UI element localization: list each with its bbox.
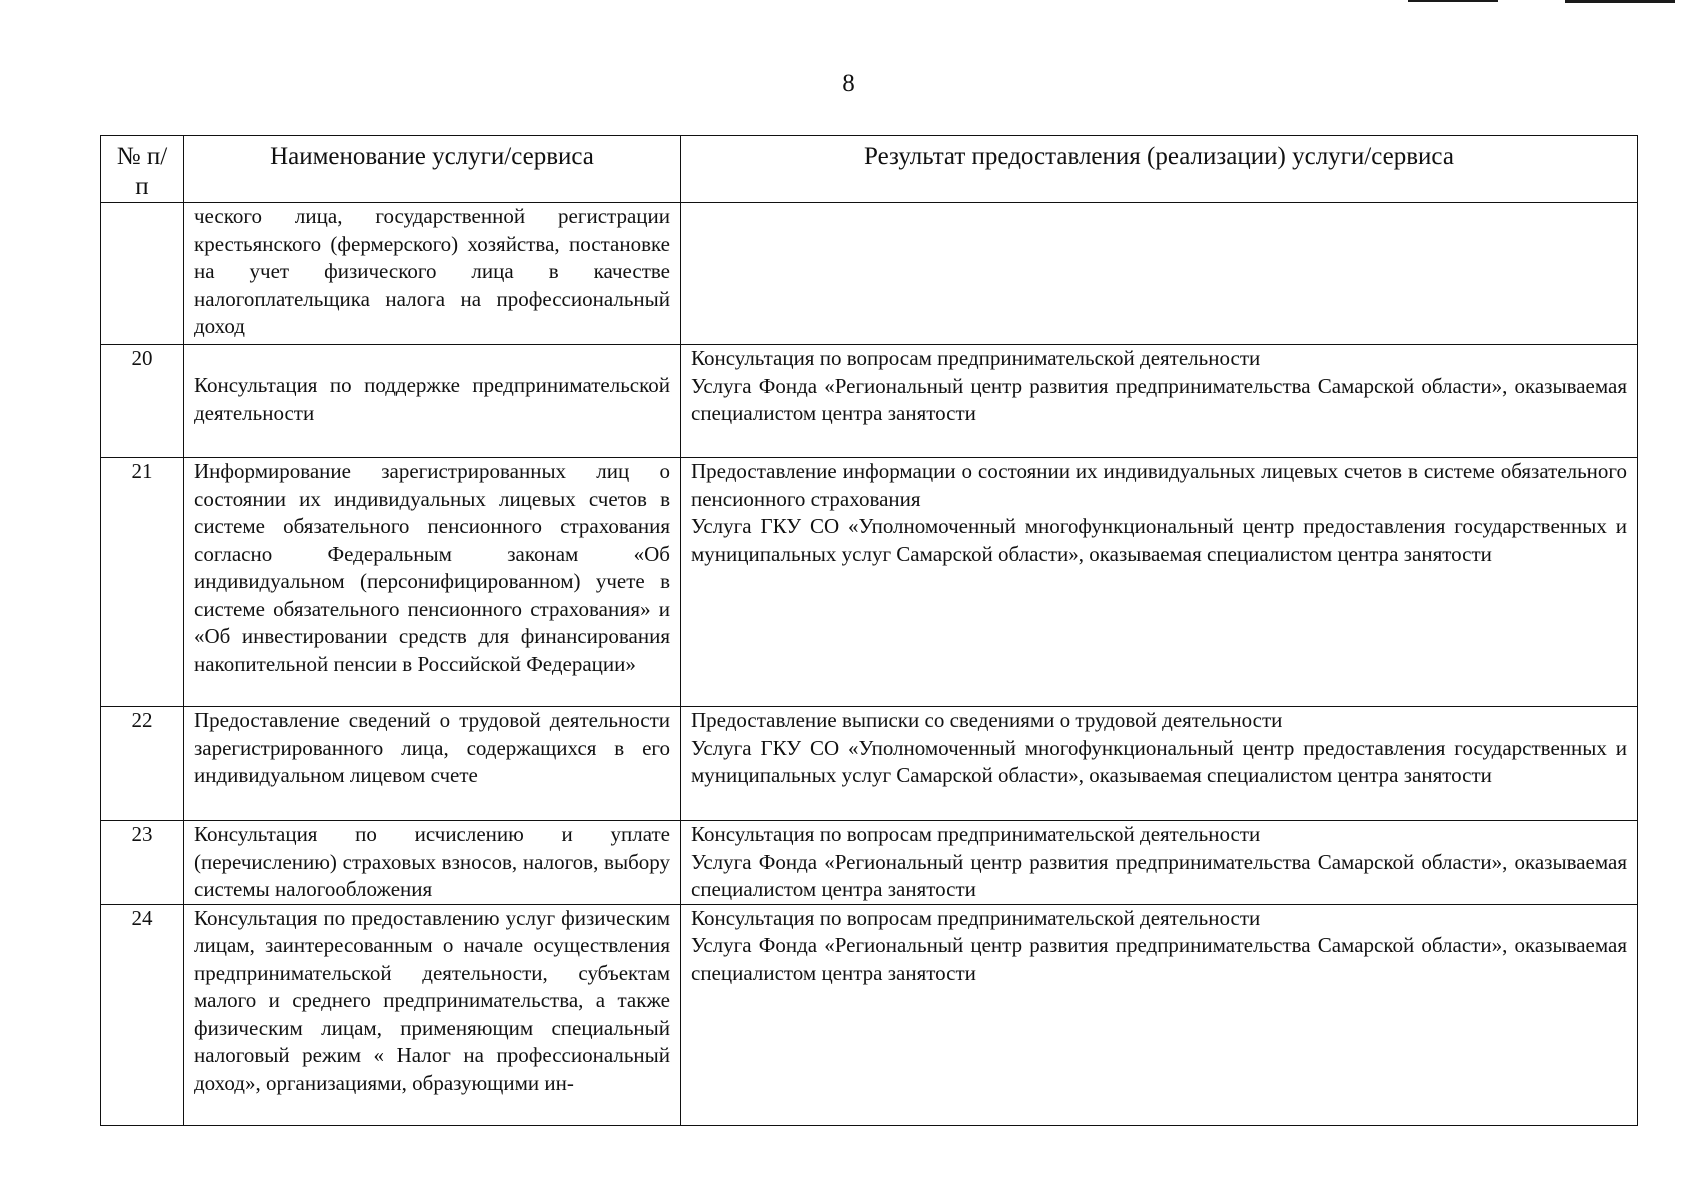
row-number [101, 203, 184, 345]
row-number: 22 [101, 707, 184, 821]
scan-artifact [1565, 0, 1675, 3]
row-number: 21 [101, 458, 184, 707]
result-provider: Услуга ГКУ СО «Уполномоченный многофункциональный центр предоставления государственных и муниципальных услуг Самарской области», оказываемая специалистом центра занятости [691, 735, 1627, 787]
page-number: 8 [842, 70, 855, 97]
row-service-result [681, 345, 1638, 458]
table-header-row [101, 136, 1638, 203]
row-number: 23 [101, 821, 184, 905]
row-number: 20 [101, 345, 184, 458]
row-service-name [184, 458, 681, 707]
table-row [101, 203, 1638, 345]
service-name-text: Консультация по поддержке предпринимательской деятельности [194, 373, 670, 425]
row-service-result [681, 707, 1638, 821]
row-service-name [184, 345, 681, 458]
result-provider: Услуга ГКУ СО «Уполномоченный многофункциональный центр предоставления государственных и муниципальных услуг Самарской области», оказываемая специалистом центра занятости [691, 514, 1627, 566]
service-name-text: ческого лица, государственной регистрации крестьянского (фермерского) хозяйства, постановке на учет физического лица в качестве налогоплательщика налога на профессиональный доход [194, 204, 670, 338]
row-service-result [681, 203, 1638, 345]
row-service-result [681, 458, 1638, 707]
table-row [101, 345, 1638, 458]
result-title: Предоставление информации о состоянии их индивидуальных лицевых счетов в системе обязательного пенсионного страхования [691, 459, 1627, 511]
service-name-text: Предоставление сведений о трудовой деятельности зарегистрированного лица, содержащихся в его индивидуальном лицевом счете [194, 708, 670, 787]
header-service-result: Результат предоставления (реализации) услуги/сервиса [681, 136, 1638, 203]
table-row [101, 821, 1638, 905]
service-name-text: Консультация по предоставлению услуг физическим лицам, заинтересованным о начале осуществления предпринимательской деятельности, субъектам малого и среднего предпринимательства, а также физическим лицам, применяющим специальный налоговый режим « Налог на профессиональный доход», организациями, образующими ин- [194, 905, 670, 1095]
header-service-name: Наименование услуги/сервиса [184, 136, 681, 203]
header-number: № п/п [101, 136, 184, 203]
result-provider: Услуга Фонда «Региональный центр развития предпринимательства Самарской области», оказываемая специалистом центра занятости [691, 373, 1627, 425]
row-service-name [184, 203, 681, 345]
result-provider: Услуга Фонда «Региональный центр развития предпринимательства Самарской области», оказываемая специалистом центра занятости [691, 933, 1627, 985]
row-service-name [184, 707, 681, 821]
row-service-result [681, 821, 1638, 905]
services-table [100, 135, 1638, 1126]
table-row [101, 458, 1638, 707]
result-title: Консультация по вопросам предпринимательской деятельности [691, 346, 1261, 370]
scan-artifact [1408, 0, 1498, 2]
row-service-name [184, 821, 681, 905]
result-provider: Услуга Фонда «Региональный центр развития предпринимательства Самарской области», оказываемая специалистом центра занятости [691, 849, 1627, 901]
row-number: 24 [101, 904, 184, 1125]
service-name-text: Информирование зарегистрированных лиц о состоянии их индивидуальных лицевых счетов в системе обязательного пенсионного страхования согласно Федеральным законам «Об индивидуальном (персонифицированном) учете в системе обязательного пенсионного страхования» и «Об инвестировании средств для финансирования накопительной пенсии в Российской Федерации» [194, 459, 670, 676]
row-service-name [184, 904, 681, 1125]
service-name-text: Консультация по исчислению и уплате (перечислению) страховых взносов, налогов, выбору системы налогообложения [194, 822, 670, 901]
result-title: Предоставление выписки со сведениями о трудовой деятельности [691, 708, 1283, 732]
table-row [101, 904, 1638, 1125]
row-service-result [681, 904, 1638, 1125]
table-row [101, 707, 1638, 821]
result-title: Консультация по вопросам предпринимательской деятельности [691, 905, 1261, 930]
result-title: Консультация по вопросам предпринимательской деятельности [691, 822, 1261, 846]
